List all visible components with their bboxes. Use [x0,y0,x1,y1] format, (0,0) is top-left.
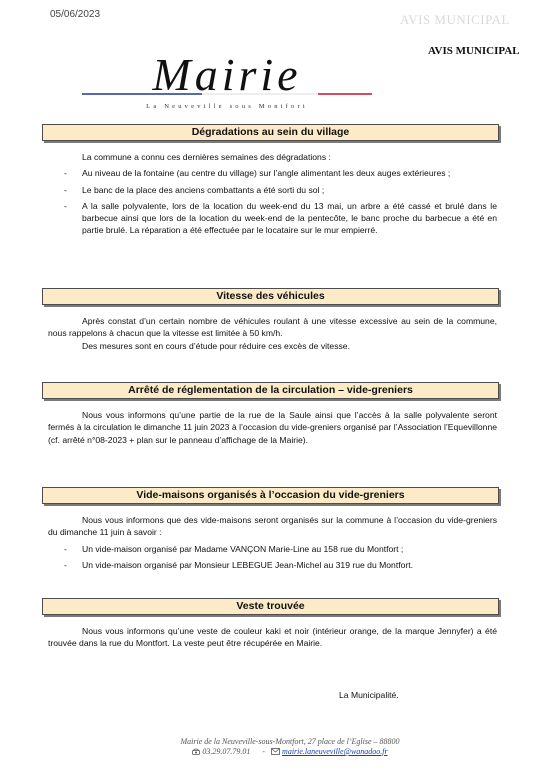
section-title: Vide-maisons organisés à l’occasion du vide-greniers [42,487,499,504]
footer-phone: 03.29.07.79.01 [202,747,251,756]
list-item: - Un vide-maison organisé par Madame VANÇON Marie-Line au 158 rue du Montfort ; [48,543,497,555]
section-title: Dégradations au sein du village [42,124,499,141]
footer-contact [140,747,440,757]
section-arrete [42,382,499,446]
document-date: 05/06/2023 [50,9,101,20]
section-degradations [42,124,499,241]
section-paragraph: Nous vous informons qu’une partie de la rue de la Saule ainsi que l’accès à la salle polyvalente seront fermés à la circulation le dimanche 11 juin 2023 à l’occasion du vide-greniers organisé par l’Association l’Equevillonne (cf. arrêté n°08-2023 + plan sur le panneau d’affichage de la Mairie). [48,410,497,445]
section-paragraph: Nous vous informons qu’une veste de couleur kaki et noir (intérieur orange, de la marque Jennyfer) a été trouvée dans la rue du Montfort. La veste peut être récupérée en Mairie. [48,626,497,649]
footer [140,737,440,757]
section-vitesse [42,288,499,352]
section-title: Vitesse des véhicules [42,288,499,305]
mail-icon [271,748,280,755]
logo-subtitle: La Neuveville sous Montfort [146,103,308,110]
section-vide-maisons [42,487,499,575]
watermark-text: AVIS MUNICIPAL [400,12,510,27]
list-item: - Un vide-maison organisé par Monsieur LEBEGUE Jean-Michel au 319 rue du Montfort. [48,559,497,571]
section-title: Arrêté de réglementation de la circulation – vide-greniers [42,382,499,399]
footer-email-link[interactable]: mairie.laneuveville@wanadoo.fr [282,747,388,756]
list-item: - Au niveau de la fontaine (au centre du village) sur l’angle alimentant les deux auges extérieures ; [48,167,497,179]
vide-maisons-list [48,543,497,572]
footer-address: Mairie de la Neuveville-sous-Montfort, 27 place de l’Eglise – 88800 [180,737,400,746]
phone-icon [192,748,200,755]
list-item: - Le banc de la place des anciens combattants a été sorti du sol ; [48,184,497,196]
signature: La Municipalité. [339,690,399,700]
footer-separator: - [262,747,266,756]
notice-title: AVIS MUNICIPAL [428,45,520,57]
section-line: Des mesures sont en cours d’étude pour réduire ces excès de vitesse. [82,340,350,351]
list-item: - A la salle polyvalente, lors de la location du week-end du 13 mai, un arbre a été cassé et brulé dans le barbecue ainsi que lors de la location du week-end de la pentecôte, le banc proche du barbecue a été en partie brulé. La réparation a été effectuée par le locataire sur le mur empierré. [48,200,497,237]
section-paragraph: Après constat d’un certain nombre de véhicules roulant à une vitesse excessive au sein de la commune, nous rappelons à chacun que la vitesse est limitée à 50 km/h. [48,316,497,339]
section-intro: La commune a connu ces dernières semaines des dégradations : [82,152,331,162]
section-title: Veste trouvée [42,598,499,615]
logo-text: Mairie [152,49,302,100]
degradations-list [48,167,497,236]
section-paragraph: Nous vous informons que des vide-maisons seront organisés sur la commune à l’occasion du vide-greniers du dimanche 11 juin à savoir : [48,515,497,538]
section-veste [42,598,499,650]
